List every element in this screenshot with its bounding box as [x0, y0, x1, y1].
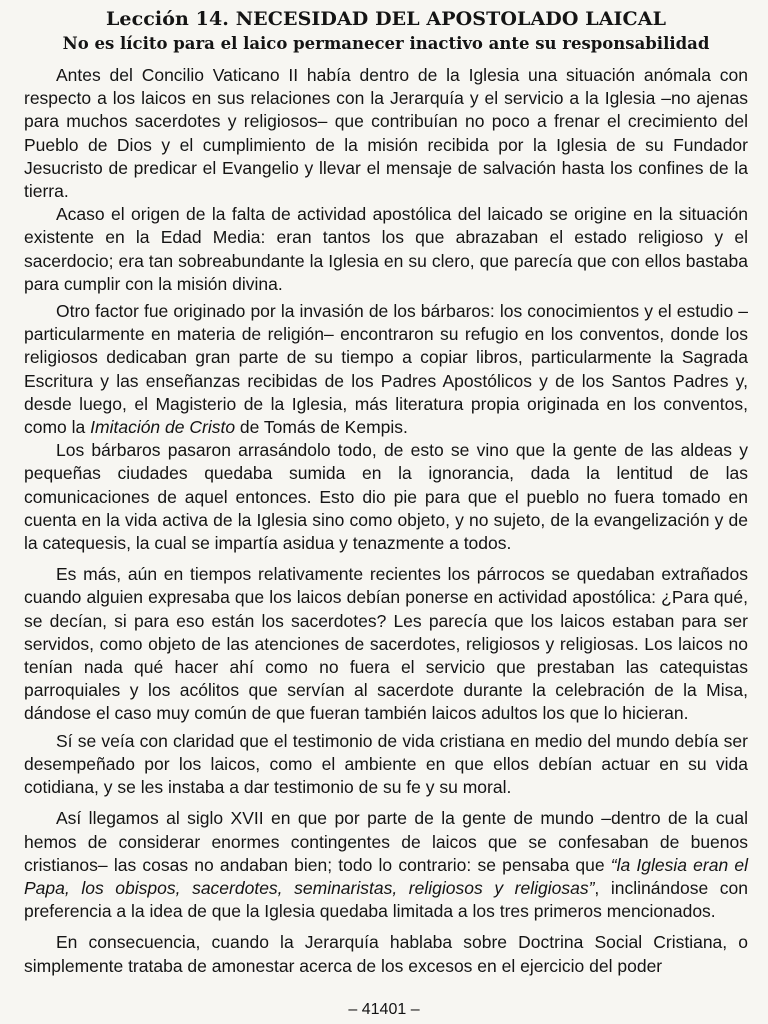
paragraph-3-text-a: Otro factor fue originado por la invasión de los bárbaros: los conocimientos y el estudio –particularmente en materia de religión– encontraron su refugio en los conventos, donde los religiosos dedicaban gran parte de su tiempo a copiar libros, particularmente la Sagrada Escritura y las enseñanzas recibidas de los Padres Apostólicos y de los Santos Padres y, desde luego, el Magisterio de la Iglesia, más literatura propia originada en los conventos, como la — [24, 301, 748, 438]
paragraph-6: Sí se veía con claridad que el testimonio de vida cristiana en medio del mundo debía ser desempeñado por los laicos, como el ambiente en que ellos debían actuar en su vida cotidiana, y se les instaba a dar testimonio de su fe y su moral. — [24, 730, 748, 798]
paragraph-3-text-b: de Tomás de Kempis. — [235, 417, 408, 438]
lesson-title: Lección 14. NECESIDAD DEL APOSTOLADO LAICAL — [105, 8, 667, 30]
paragraph-8: En consecuencia, cuando la Jerarquía hablaba sobre Doctrina Social Cristiana, o simplemente trataba de amonestar acerca de los excesos en el ejercicio del poder — [24, 932, 748, 976]
quoted-italic: “la Iglesia eran el Papa, los obispos, sacerdotes, seminaristas, religiosos y religiosas” — [24, 854, 748, 898]
paragraph-5: Es más, aún en tiempos relativamente recientes los párrocos se quedaban extrañados cuando alguien expresaba que los laicos debían ponerse en actividad apostólica: ¿Para qué, se decían, si para eso están los sacerdotes? Les parecía que los laicos estaban para ser servidos, como objeto de las atenciones de sacerdotes, religiosos y religiosas. Los laicos no tenían nada qué hacer ahí como no fuera el servicio que prestaban las catequistas parroquiales y los acólitos que servían al sacerdote durante la celebración de la Misa, dándose el caso muy común de que fueran también laicos adultos los que lo hicieran. — [24, 564, 748, 724]
paragraph-7-text-a: Así llegamos al siglo XVII en que por parte de la gente de mundo –dentro de la cual hemos de considerar enormes contingentes de laicos que se confesaban de buenos cristianos– las cosas no andaban bien; todo lo contrario: se pensaba que — [24, 808, 748, 875]
paragraph-7-text-b: , inclinándose con preferencia a la idea de que la Iglesia quedaba limitada a los tres primeros mencionados. — [24, 877, 748, 922]
paragraph-4: Los bárbaros pasaron arrasándolo todo, de esto se vino que la gente de las aldeas y pequeñas ciudades quedaba sumida en la ignorancia, dada la lentitud de las comunicaciones de aquel entonces. Esto dio pie para que el pueblo no fuera tomado en cuenta en la vida activa de la Iglesia sino como objeto, y no sujeto, de la evangelización y de la catequesis, la cual se impartía asidua y tenazmente a todos. — [24, 440, 748, 554]
lesson-subtitle: No es lícito para el laico permanecer inactivo ante su responsabilidad — [62, 34, 710, 53]
paragraph-1: Antes del Concilio Vaticano II había dentro de la Iglesia una situación anómala con respecto a los laicos en sus relaciones con la Jerarquía y el servicio a la Iglesia –no ajenas para muchos sacerdotes y religiosos– que contribuían no poco a frenar el crecimiento del Pueblo de Dios y el cumplimiento de la misión recibida por la Iglesia de su Fundador Jesucristo de predicar el Evangelio y llevar el mensaje de salvación hasta los confines de la tierra. — [24, 65, 748, 202]
paragraph-2: Acaso el origen de la falta de actividad apostólica del laicado se origine en la situación existente en la Edad Media: eran tantos los que abrazaban el estado religioso y el sacerdocio; era tan sobreabundante la Iglesia en su clero, que parecía que con ellos bastaba para cumplir con la misión divina. — [24, 204, 748, 294]
paragraph-7 — [24, 807, 748, 923]
book-title-italic: Imitación de Cristo — [90, 417, 236, 438]
body-text — [24, 64, 748, 978]
paragraph-3 — [24, 300, 748, 439]
page-number: – 41401 – — [348, 1001, 420, 1018]
